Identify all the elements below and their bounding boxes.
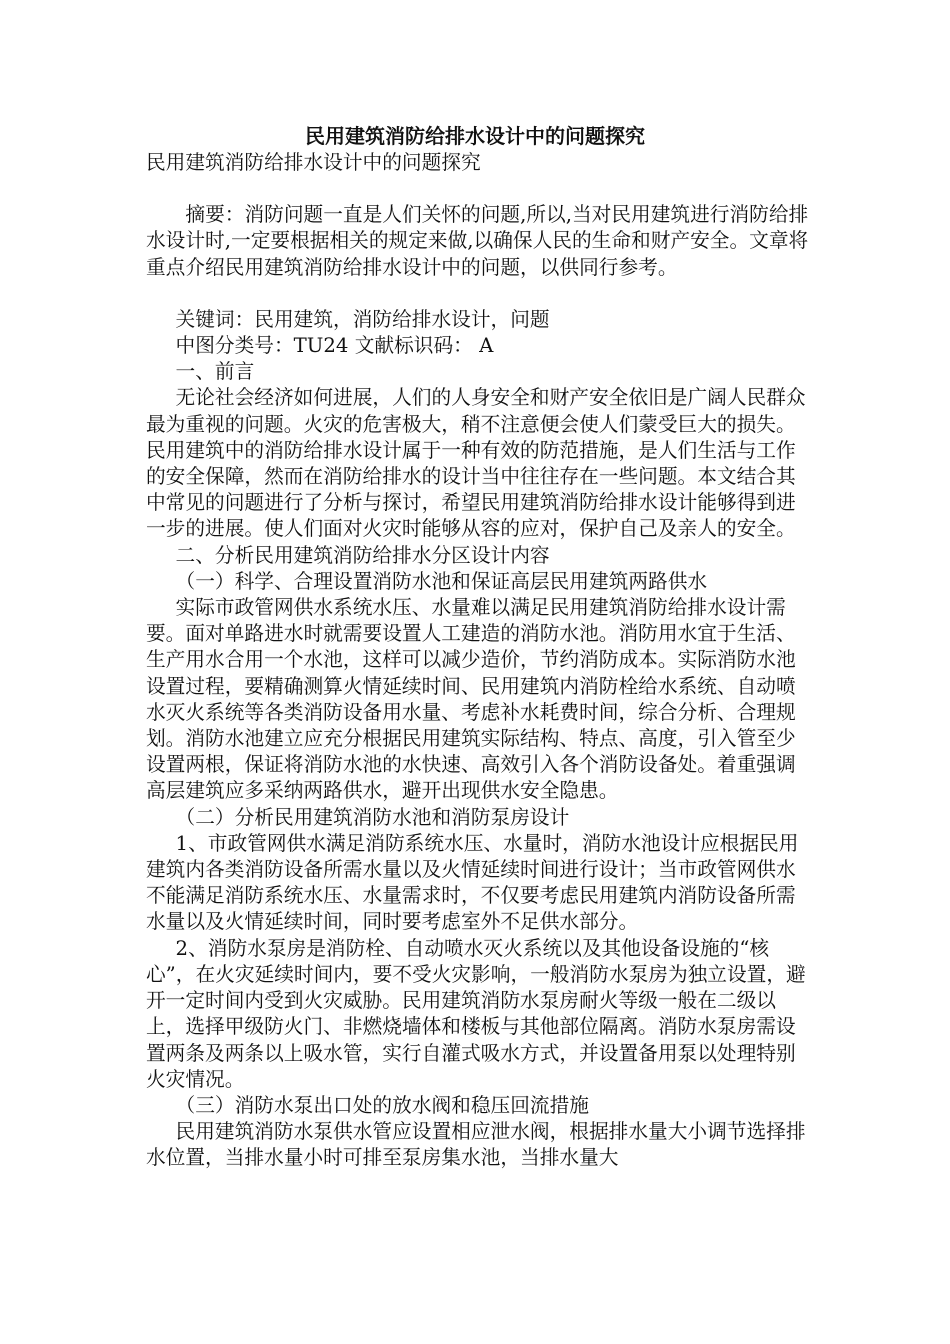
subsection-3-heading: （三）消防水泵出口处的放水阀和稳压回流措施 — [175, 1093, 589, 1117]
subsection-2-paragraph-2: 2、消防水泵房是消防栓、自动喷水灭火系统以及其他设备设施的“核心”，在火灾延续时间内，要不受火灾影响，一般消防水泵房为独立设置，避开一定时间内受到火灾威胁。民用建筑消防水泵房耐火等级一般在二级以上，选择甲级防火门、非燃烧墙体和楼板与其他部位隔离。消防水泵房需设置两条及两条以上吸水管，实行自灌式吸水方式，并设置备用泵以处理特别火灾情况。 — [146, 936, 806, 1091]
subsection-2-heading: （二）分析民用建筑消防水池和消防泵房设计 — [175, 805, 570, 829]
document-body — [146, 150, 810, 1172]
subsection-3-paragraph: 民用建筑消防水泵供水管应设置相应泄水阀，根据排水量大小调节选择排水位置，当排水量小时可排至泵房集水池，当排水量大 — [146, 1120, 806, 1170]
subsection-2-paragraph-1: 1、市政管网供水满足消防系统水压、水量时，消防水池设计应根据民用建筑内各类消防设备所需水量以及火情延续时间进行设计；当市政管网供水不能满足消防系统水压、水量需求时，不仅要考虑民用建筑内消防设备所需水量以及火情延续时间，同时要考虑室外不足供水部分。 — [146, 831, 799, 934]
abstract-paragraph: 摘要：消防问题一直是人们关怀的问题,所以,当对民用建筑进行消防给排水设计时,一定要根据相关的规定来做,以确保人民的生命和财产安全。文章将重点介绍民用建筑消防给排水设计中的问题，以供同行参考。 — [146, 203, 809, 279]
section-1-paragraph: 无论社会经济如何进展，人们的人身安全和财产安全依旧是广阔人民群众最为重视的问题。火灾的危害极大，稍不注意便会使人们蒙受巨大的损失。民用建筑中的消防给排水设计属于一种有效的防范措施，是人们生活与工作的安全保障，然而在消防给排水的设计当中往往存在一些问题。本文结合其中常见的问题进行了分析与探讨，希望民用建筑消防给排水设计能够得到进一步的进展。使人们面对火灾时能够从容的应对，保护自己及亲人的安全。 — [146, 386, 806, 541]
document-subtitle: 民用建筑消防给排水设计中的问题探究 — [146, 151, 481, 174]
keywords-line: 关键词：民用建筑，消防给排水设计，问题 — [175, 307, 550, 331]
section-2-heading: 二、分析民用建筑消防给排水分区设计内容 — [175, 543, 550, 567]
classification-line: 中图分类号：TU24 文献标识码： A — [175, 334, 494, 358]
section-1-heading: 一、前言 — [175, 360, 255, 384]
document-title: 民用建筑消防给排水设计中的问题探究 — [305, 124, 645, 148]
subsection-1-heading: （一）科学、合理设置消防水池和保证高层民用建筑两路供水 — [175, 569, 708, 593]
subsection-1-paragraph: 实际市政管网供水系统水压、水量难以满足民用建筑消防给排水设计需要。面对单路进水时就需要设置人工建造的消防水池。消防用水宜于生活、生产用水合用一个水池，这样可以减少造价，节约消防成本。实际消防水池设置过程，要精确测算火情延续时间、民用建筑内消防栓给水系统、自动喷水灭火系统等各类消防设备用水量、考虑补水耗费时间，综合分析、合理规划。消防水池建立应充分根据民用建筑实际结构、特点、高度，引入管至少设置两根，保证将消防水池的水快速、高效引入各个消防设备处。着重强调高层建筑应多采纳两路供水，避开出现供水安全隐患。 — [146, 596, 796, 803]
